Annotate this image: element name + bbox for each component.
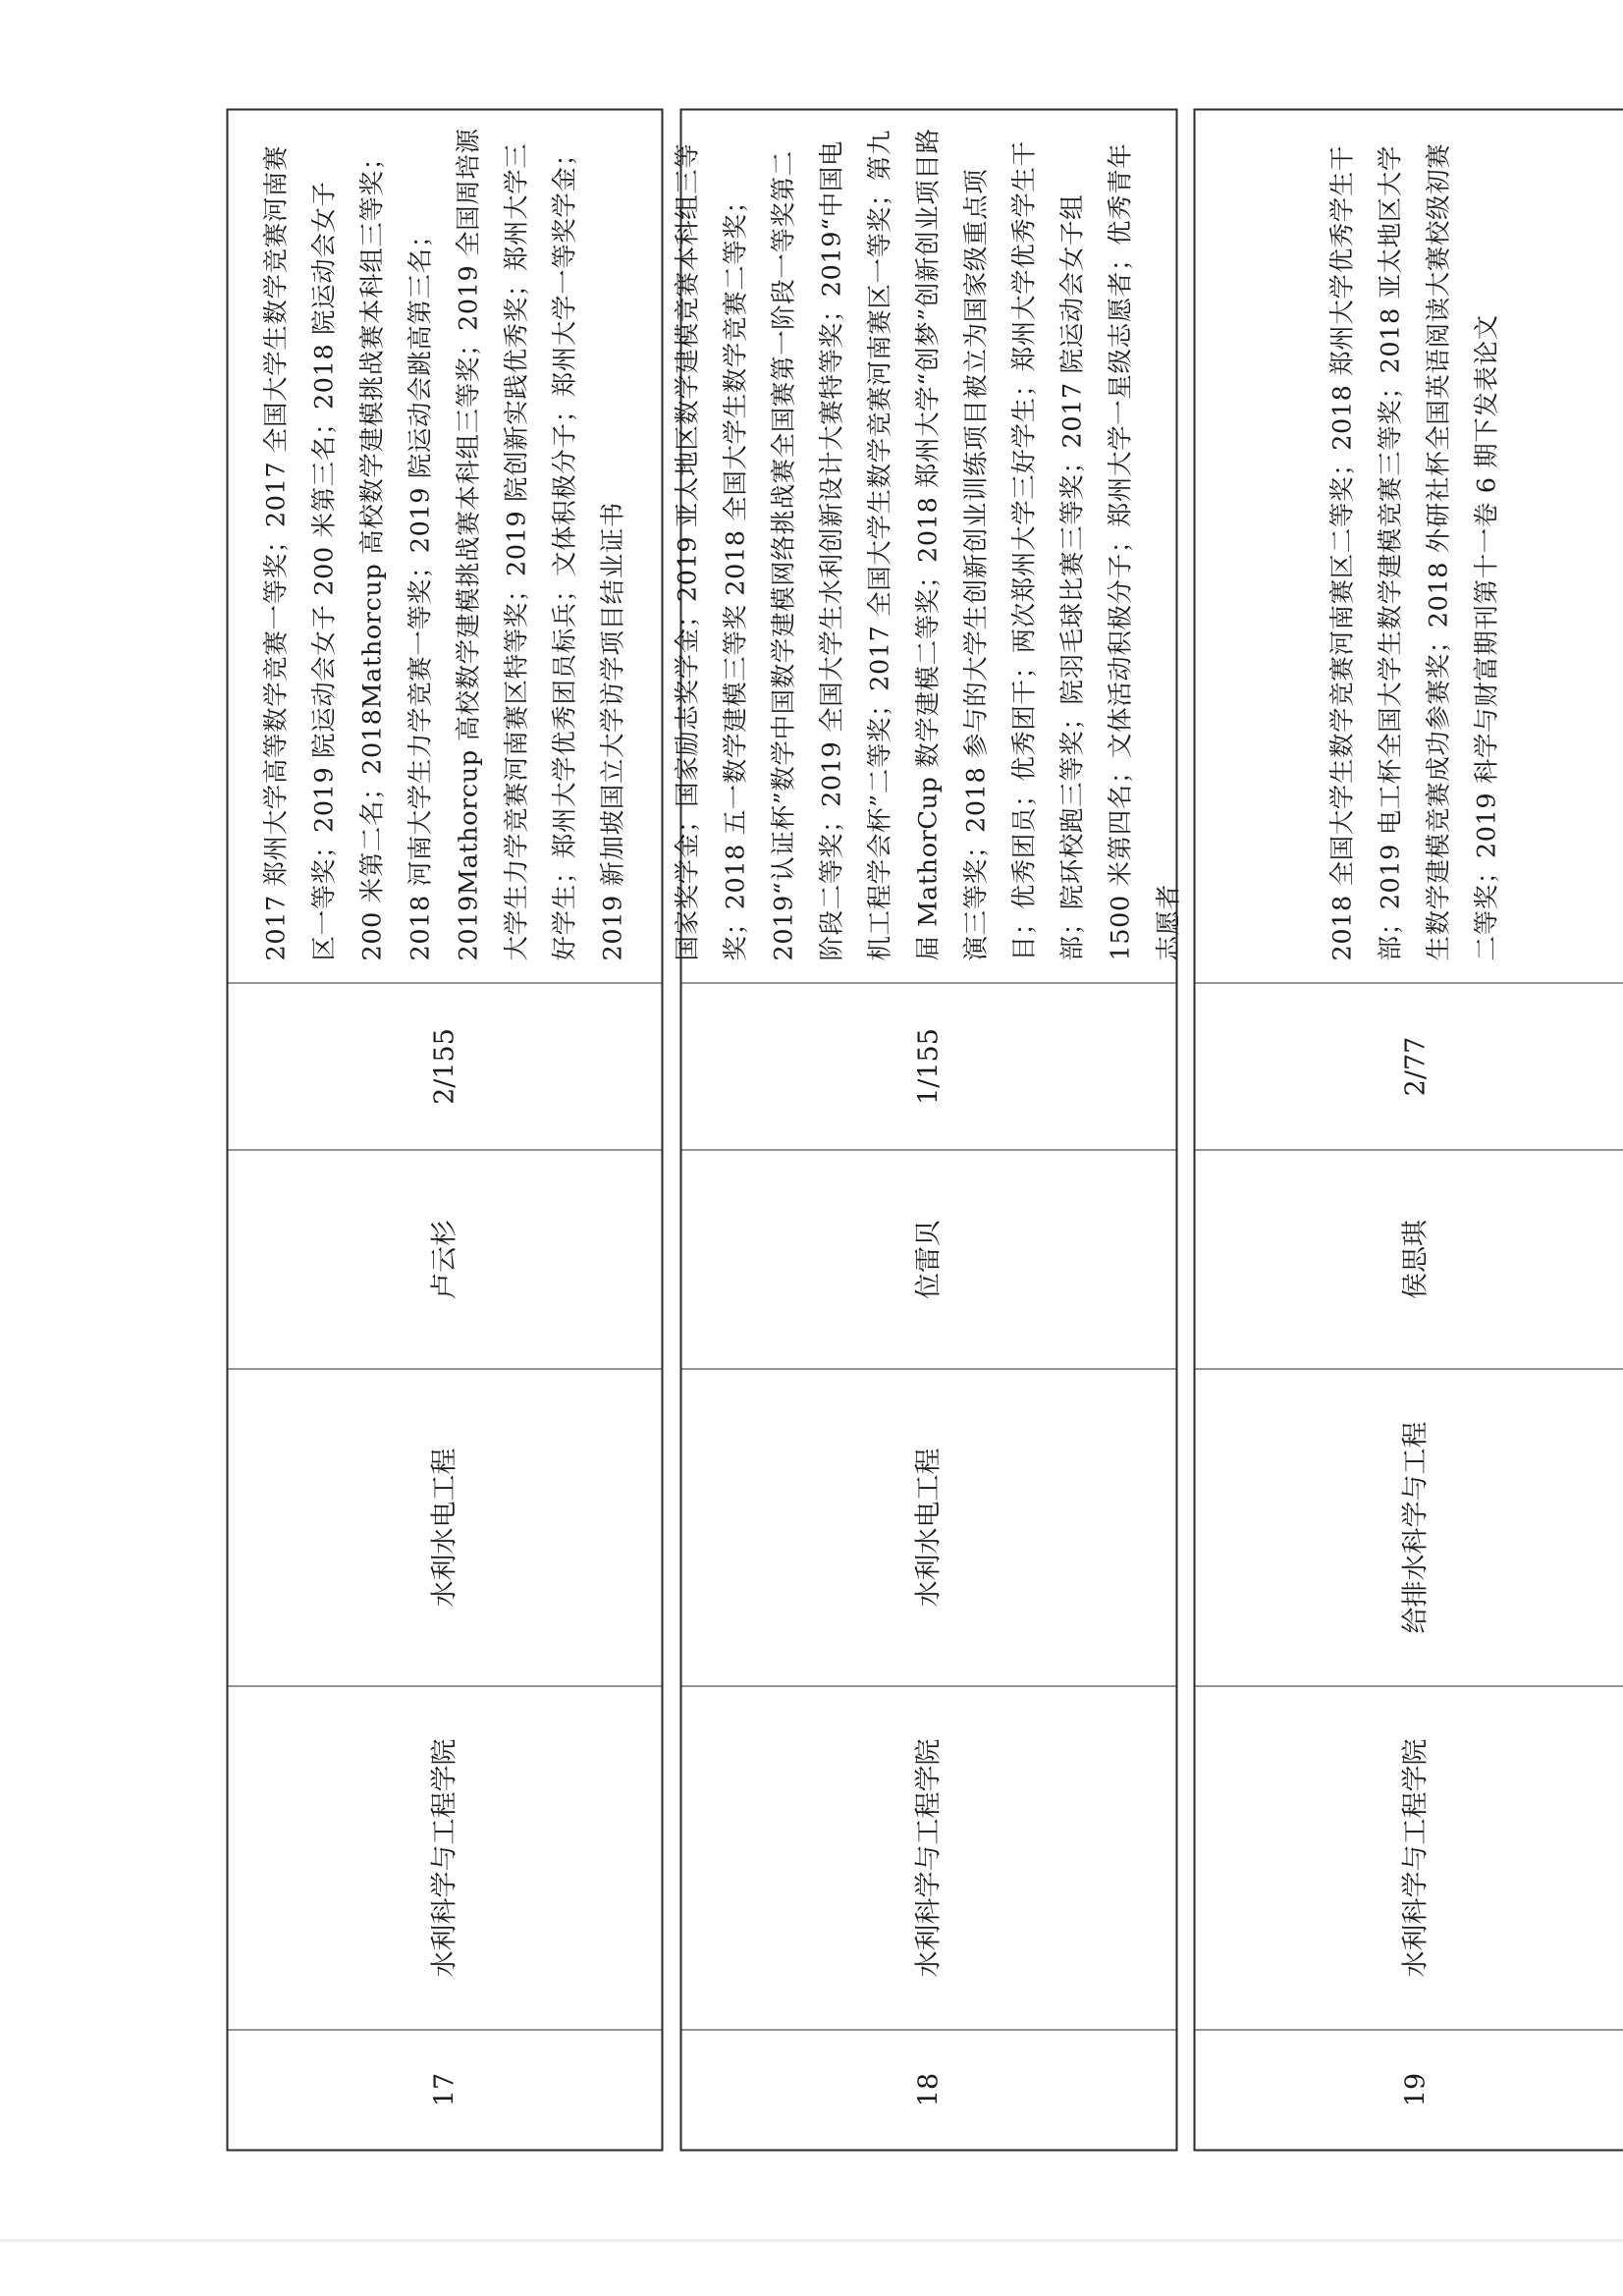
honors-text: 2017 郑州大学高等数学竞赛一等奖；2017 全国大学生数学竞赛河南赛区一等奖；2019 院运动会女子 200 米第三名；2018 院运动会女子 200 米第二名；2018Mathorcup 高校数学建模挑战赛本科组三等奖；2018 河南大学生力学竞赛一等奖；2019 院运动会跳高第三名；2019Mathorcup 高校数学建模挑战赛本科组三等奖；2019 全国周培源大学生力学竞赛河南赛区特等奖；2019 院创新实践优秀奖；郑州大学三好学生；郑州大学优秀团员标兵；文体积极分子；郑州大学一等奖学金；2019 新加坡国立大学访学项目结业证书: [260, 127, 627, 960]
major-cell: 水利水电工程: [681, 1368, 1175, 1685]
scan-edge-line: [0, 2239, 1623, 2242]
table-row: [1193, 108, 1623, 2151]
honors-text: 2018 全国大学生数学竞赛河南赛区二等奖；2018 郑州大学优秀学生干部；2019 电工杯全国大学生数学建模竞赛三等奖；2018 亚太地区大学生数学建模竞赛成功参赛奖；2018 外研社杯全国英语阅读大赛校级初赛二等奖；2019 科学与财富期刊第十一卷 6 期下发表论文: [1327, 142, 1501, 960]
honors-cell: [1195, 110, 1623, 982]
row-number: 19: [1195, 2029, 1623, 2149]
ranking-cell: 2/77: [1195, 982, 1623, 1149]
student-name-cell: 侯思琪: [1195, 1149, 1623, 1368]
college-cell: 水利科学与工程学院: [1195, 1685, 1623, 2029]
row-number: 17: [228, 2029, 661, 2149]
college-cell: 水利科学与工程学院: [228, 1685, 661, 2029]
row-number: 18: [681, 2029, 1175, 2149]
ranking-cell: 2/155: [228, 982, 661, 1149]
honors-cell: [228, 110, 661, 982]
college-cell: 水利科学与工程学院: [681, 1685, 1175, 2029]
ranking-cell: 1/155: [681, 982, 1175, 1149]
student-name-cell: 卢云杉: [228, 1149, 661, 1368]
honors-cell: [673, 110, 1183, 982]
table-row: [226, 108, 663, 2151]
student-name-cell: 位雷贝: [681, 1149, 1175, 1368]
honors-text: 国家奖学金；国家励志奖学金；2019 亚太地区数学建模竞赛本科组三等奖；2018 五一数学建模三等奖 2018 全国大学生数学竞赛二等奖；2019“认证杯”数学中国数学建模网络挑战赛全国赛第一阶段一等奖第二阶段二等奖；2019 全国大学生水利创新设计大赛特等奖；2019“中国电机工程学会杯”二等奖；2017 全国大学生数学竞赛河南赛区一等奖；第九届 MathorCup 数学建模二等奖；2018 郑州大学“创梦”创新创业项目路演三等奖；2018 参与的大学生创新创业训练项目被立为国家级重点项目；优秀团员；优秀团干；两次郑州大学三好学生；郑州大学优秀学生干部；院环校跑三等奖；院羽毛球比赛三等奖；2017 院运动会女子组 1500 米第四名；文体活动积极分子；郑州大学一星级志愿者；优秀青年志愿者: [673, 127, 1183, 960]
major-cell: 给排水科学与工程: [1195, 1368, 1623, 1685]
major-cell: 水利水电工程: [228, 1368, 661, 1685]
table-row: [673, 108, 1183, 2151]
award-table: [226, 108, 1623, 2151]
